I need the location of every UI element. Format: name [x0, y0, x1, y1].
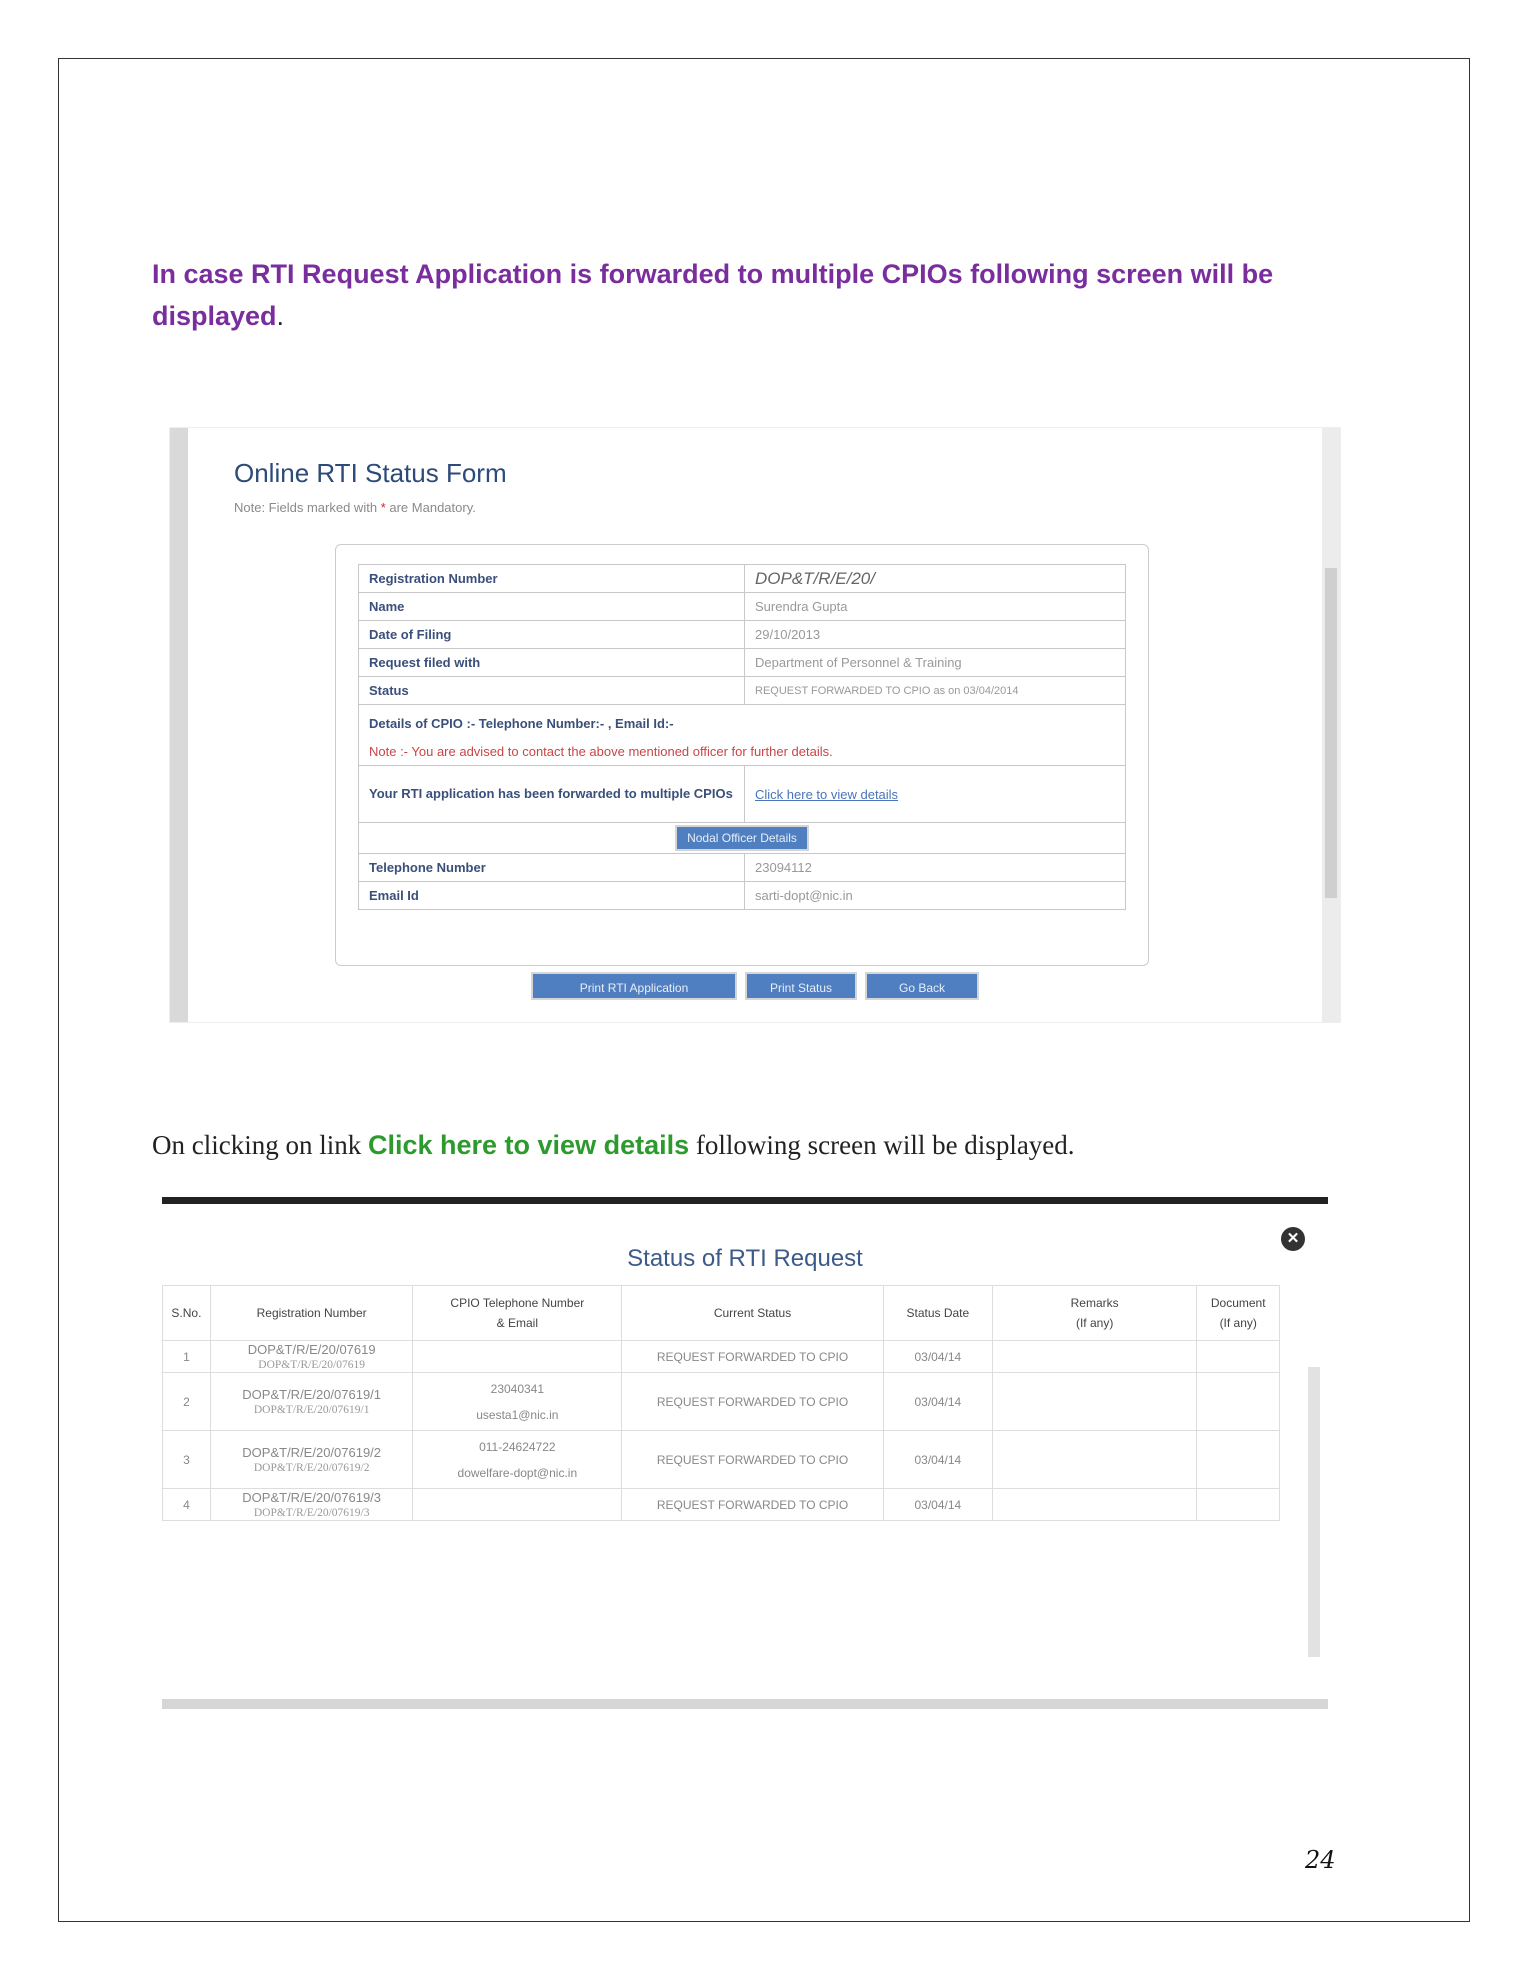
row-document: [1197, 1489, 1280, 1521]
row-status: REQUEST FORWARDED TO CPIO: [622, 1431, 884, 1489]
registration-subtext: DOP&T/R/E/20/07619: [258, 1358, 365, 1371]
row-registration: [210, 1431, 413, 1489]
row-document: [1197, 1341, 1280, 1373]
close-icon[interactable]: ✕: [1281, 1227, 1305, 1251]
row-date: 03/04/14: [883, 1373, 992, 1431]
scrollbar-thumb[interactable]: [1325, 568, 1337, 898]
cpio-email: usesta1@nic.in: [476, 1407, 559, 1422]
registration-number: DOP&T/R/E/20/07619: [247, 1341, 376, 1357]
cpio-details: Details of CPIO :- Telephone Number:- , Email Id:-: [359, 705, 1126, 738]
date-value: 29/10/2013: [745, 621, 1126, 649]
col-remarks: [992, 1286, 1197, 1341]
table-row: [359, 766, 1126, 823]
registration-value: DOP&T/R/E/20/: [745, 565, 1126, 593]
caption-suffix: following screen will be displayed.: [695, 1130, 1075, 1160]
row-date: 03/04/14: [883, 1341, 992, 1373]
col-status-date: Status Date: [883, 1286, 992, 1341]
row-registration: [210, 1341, 413, 1373]
row-remarks: [992, 1341, 1197, 1373]
email-label: Email Id: [359, 882, 745, 910]
status-label: Status: [359, 677, 745, 705]
col-cpio-line2: & Email: [496, 1316, 538, 1330]
mandatory-note: [234, 500, 476, 515]
cpio-phone: 23040341: [490, 1381, 545, 1396]
col-cpio: [413, 1286, 622, 1341]
section-heading: [152, 253, 1352, 337]
name-value: Surendra Gupta: [745, 593, 1126, 621]
col-document-line2: (If any): [1219, 1316, 1257, 1330]
row-remarks: [992, 1431, 1197, 1489]
multiple-cpio-label: Your RTI application has been forwarded to multiple CPIOs: [359, 766, 745, 823]
col-remarks-line2: (If any): [1075, 1316, 1114, 1330]
table-row: [163, 1489, 1280, 1521]
row-cpio: [413, 1341, 622, 1373]
table-row: [359, 882, 1126, 910]
note-prefix: Note: Fields marked with: [234, 500, 378, 515]
row-sno: 1: [163, 1341, 211, 1373]
table-row: [359, 593, 1126, 621]
cpio-phone: 011-24624722: [479, 1439, 556, 1454]
registration-number: DOP&T/R/E/20/07619/2: [242, 1444, 382, 1460]
col-document: [1197, 1286, 1280, 1341]
view-details-link[interactable]: Click here to view details: [755, 786, 899, 802]
cpio-email: dowelfare-dopt@nic.in: [457, 1465, 578, 1480]
row-sno: 3: [163, 1431, 211, 1489]
scrollbar[interactable]: [1322, 428, 1340, 1022]
name-label: Name: [359, 593, 745, 621]
col-remarks-line1: Remarks: [1070, 1296, 1119, 1310]
form-title: Online RTI Status Form: [234, 458, 507, 488]
status-table: [162, 1285, 1280, 1521]
email-value: sarti-dopt@nic.in: [745, 882, 1126, 910]
required-star: *: [380, 500, 386, 515]
registration-subtext: DOP&T/R/E/20/07619/3: [253, 1506, 370, 1519]
heading-period: .: [276, 301, 285, 331]
table-row: [163, 1373, 1280, 1431]
print-application-button[interactable]: Print RTI Application: [531, 972, 737, 1000]
table-row: [359, 621, 1126, 649]
registration-label: Registration Number: [359, 565, 745, 593]
row-document: [1197, 1431, 1280, 1489]
row-registration: [210, 1373, 413, 1431]
col-sno: S.No.: [163, 1286, 211, 1341]
row-status: REQUEST FORWARDED TO CPIO: [622, 1341, 884, 1373]
table-row: [359, 823, 1126, 854]
registration-number: DOP&T/R/E/20/07619/1: [242, 1386, 382, 1402]
scrollbar[interactable]: [1308, 1367, 1320, 1657]
request-filed-value: Department of Personnel & Training: [745, 649, 1126, 677]
registration-subtext: DOP&T/R/E/20/07619/2: [253, 1461, 370, 1474]
print-status-button[interactable]: Print Status: [745, 972, 857, 1000]
caption-link-text: Click here to view details: [367, 1130, 690, 1160]
col-cpio-line1: CPIO Telephone Number: [450, 1296, 585, 1310]
multiple-cpio-cell: [745, 766, 1126, 823]
row-cpio: [413, 1489, 622, 1521]
row-date: 03/04/14: [883, 1489, 992, 1521]
row-registration: [210, 1489, 413, 1521]
table-row: [359, 565, 1126, 593]
row-remarks: [992, 1489, 1197, 1521]
row-sno: 2: [163, 1373, 211, 1431]
registration-number: DOP&T/R/E/20/07619/3: [242, 1489, 382, 1505]
date-label: Date of Filing: [359, 621, 745, 649]
left-gutter: [170, 428, 188, 1022]
caption: [152, 1130, 1075, 1161]
page-number: 24: [1305, 1846, 1336, 1874]
col-current-status: Current Status: [622, 1286, 884, 1341]
registration-subtext: DOP&T/R/E/20/07619/1: [253, 1403, 370, 1416]
table-row: [359, 649, 1126, 677]
row-date: 03/04/14: [883, 1431, 992, 1489]
table-row: [163, 1431, 1280, 1489]
status-modal-screenshot: [162, 1197, 1328, 1709]
go-back-button[interactable]: Go Back: [865, 972, 979, 1000]
nodal-row: [359, 823, 1126, 854]
row-remarks: [992, 1373, 1197, 1431]
modal-top-border: [162, 1197, 1328, 1204]
modal-bottom-bar: [162, 1699, 1328, 1709]
telephone-value: 23094112: [745, 854, 1126, 882]
table-row: [359, 737, 1126, 766]
nodal-officer-button[interactable]: Nodal Officer Details: [675, 825, 809, 851]
table-row: [163, 1341, 1280, 1373]
form-actions: [170, 972, 1340, 1000]
modal-title: Status of RTI Request: [627, 1245, 863, 1272]
table-row: [359, 854, 1126, 882]
status-value: REQUEST FORWARDED TO CPIO as on 03/04/2014: [745, 677, 1126, 705]
status-details-table: [358, 564, 1126, 910]
row-status: REQUEST FORWARDED TO CPIO: [622, 1373, 884, 1431]
note-suffix: are Mandatory.: [389, 500, 476, 515]
table-header-row: [163, 1286, 1280, 1341]
row-status: REQUEST FORWARDED TO CPIO: [622, 1489, 884, 1521]
advice-note: Note :- You are advised to contact the above mentioned officer for further details.: [359, 737, 1126, 766]
row-cpio: [413, 1431, 622, 1489]
heading-text: In case RTI Request Application is forwarded to multiple CPIOs following screen will be displayed: [152, 259, 1274, 331]
row-cpio: [413, 1373, 622, 1431]
table-row: [359, 705, 1126, 738]
col-registration: Registration Number: [210, 1286, 413, 1341]
row-sno: 4: [163, 1489, 211, 1521]
col-document-line1: Document: [1210, 1296, 1266, 1310]
table-row: [359, 677, 1126, 705]
caption-prefix: On clicking on link: [152, 1130, 362, 1160]
row-document: [1197, 1373, 1280, 1431]
telephone-label: Telephone Number: [359, 854, 745, 882]
request-filed-label: Request filed with: [359, 649, 745, 677]
status-form-screenshot: [170, 428, 1340, 1022]
